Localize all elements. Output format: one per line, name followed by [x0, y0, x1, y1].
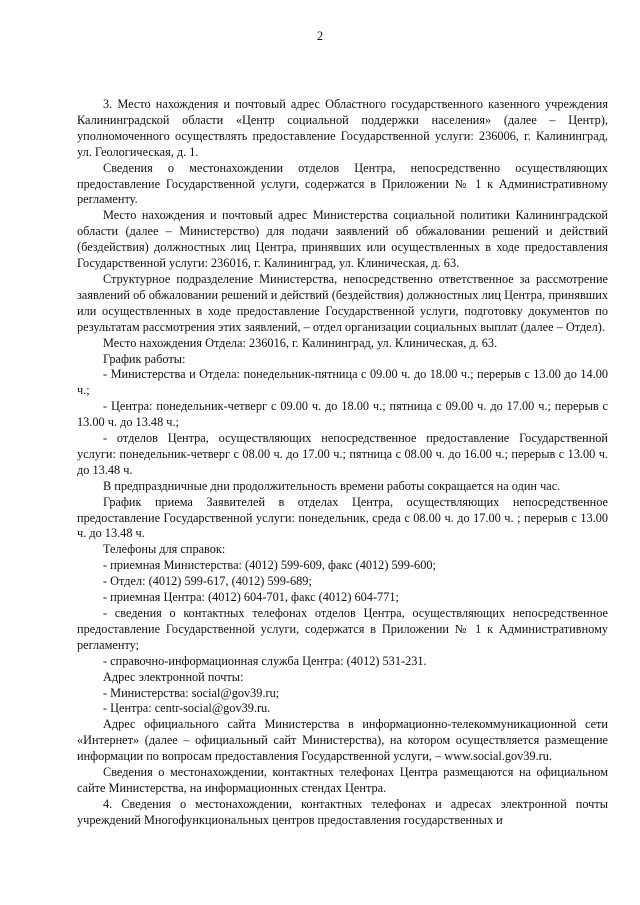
paragraph-phone-departments: - сведения о контактных телефонах отделов Центра, осуществляющих непосредственное предоставление Государственной услуги, содержатся в Приложении № 1 к Административному регламенту; — [77, 606, 608, 652]
paragraph-email-ministry: - Министерства: social@gov39.ru; — [103, 685, 280, 700]
paragraph-center-departments: Сведения о местонахождении отделов Центра, непосредственно осуществляющих предоставление Государственной услуги, содержатся в Приложении № 1 к Административному регламенту. — [77, 160, 608, 207]
paragraph-phone-info-service: - справочно-информационная служба Центра: (4012) 531-231. — [103, 653, 427, 668]
paragraph-schedule-heading: График работы: — [103, 351, 186, 366]
paragraph-website: Адрес официального сайта Министерства в информационно-телекоммуникационной сети «Интернет» (далее – официальный сайт Министерства), на котором осуществляется размещение информации по вопросам предоставления Государственной услуги, – www.social.gov39.ru. — [77, 717, 608, 764]
paragraph-schedule-center-departments: - отделов Центра, осуществляющих непосредственное предоставление Государственной услуги: понедельник-четверг с 08.00 ч. до 17.00 ч.; пятница с 08.00 ч. до 16.00 ч.; перерыв с 13.00 ч. до 13.48 ч. — [77, 431, 608, 477]
paragraph-reception-schedule: График приема Заявителей в отделах Центра, осуществляющих непосредственное предоставление Государственной услуги: понедельник, среда с 08.00 ч. до 17.00 ч. ; перерыв с 13.00 ч. до 13.48 ч. — [77, 494, 608, 541]
paragraph-ministry-division: Структурное подразделение Министерства, непосредственно ответственное за рассмотрение заявлений об обжаловании решений и действий (бездействия) должностных лиц Центра, принявших или осуществленных в ходе предоставление Государственной услуги, подготовку документов по результатам рассмотрения этих заявлений, – отдел организации социальных выплат (далее – Отдел). — [77, 271, 608, 334]
paragraph-phone-center: - приемная Центра: (4012) 604-701, факс (4012) 604-771; — [103, 590, 399, 605]
paragraph-phones-heading: Телефоны для справок: — [103, 542, 226, 557]
paragraph-schedule-ministry: - Министерства и Отдела: понедельник-пятница с 09.00 ч. до 18.00 ч.; перерыв с 13.00 до 14.00 ч.; — [77, 367, 608, 398]
paragraph-center-address: 3. Место нахождения и почтовый адрес Областного государственного казенного учреждения Калининградской области «Центр социальной поддержки населения» (далее – Центр), уполномоченного осуществлять предоставление Государственной услуги: 236006, г. Калининград, ул. Геологическая, д. 1. — [77, 97, 608, 159]
paragraph-email-center: - Центра: centr-social@gov39.ru. — [103, 701, 271, 716]
page-number: 2 — [316, 29, 324, 43]
paragraph-email-heading: Адрес электронной почты: — [103, 669, 244, 684]
paragraph-mfc-info: 4. Сведения о местонахождении, контактных телефонах и адресах электронной почты учреждений Многофункциональных центров предоставления государственных и — [77, 796, 608, 827]
paragraph-ministry-address: Место нахождения и почтовый адрес Министерства социальной политики Калининградской области (далее – Министерство) для подачи заявлений об обжаловании решений и действий (бездействия) должностных лиц Центра, принявших или осуществленных в ходе предоставления Государственной услуги: 236016, г. Калининград, ул. Клиническая, д. 63. — [77, 208, 608, 271]
document-body — [77, 97, 608, 829]
paragraph-preholiday: В предпраздничные дни продолжительность времени работы сокращается на один час. — [103, 478, 561, 493]
paragraph-info-placement: Сведения о местонахождении, контактных телефонах Центра размещаются на официальном сайте Министерства, на информационных стендах Центра. — [77, 765, 608, 795]
paragraph-phone-division: - Отдел: (4012) 599-617, (4012) 599-689; — [103, 574, 312, 589]
paragraph-phone-ministry: - приемная Министерства: (4012) 599-609, факс (4012) 599-600; — [103, 558, 436, 573]
paragraph-division-location: Место нахождения Отдела: 236016, г. Калининград, ул. Клиническая, д. 63. — [103, 335, 498, 350]
paragraph-schedule-center: - Центра: понедельник-четверг с 09.00 ч. до 18.00 ч.; пятница с 09.00 ч. до 17.00 ч.; перерыв с 13.00 ч. до 13.48 ч.; — [77, 399, 608, 430]
